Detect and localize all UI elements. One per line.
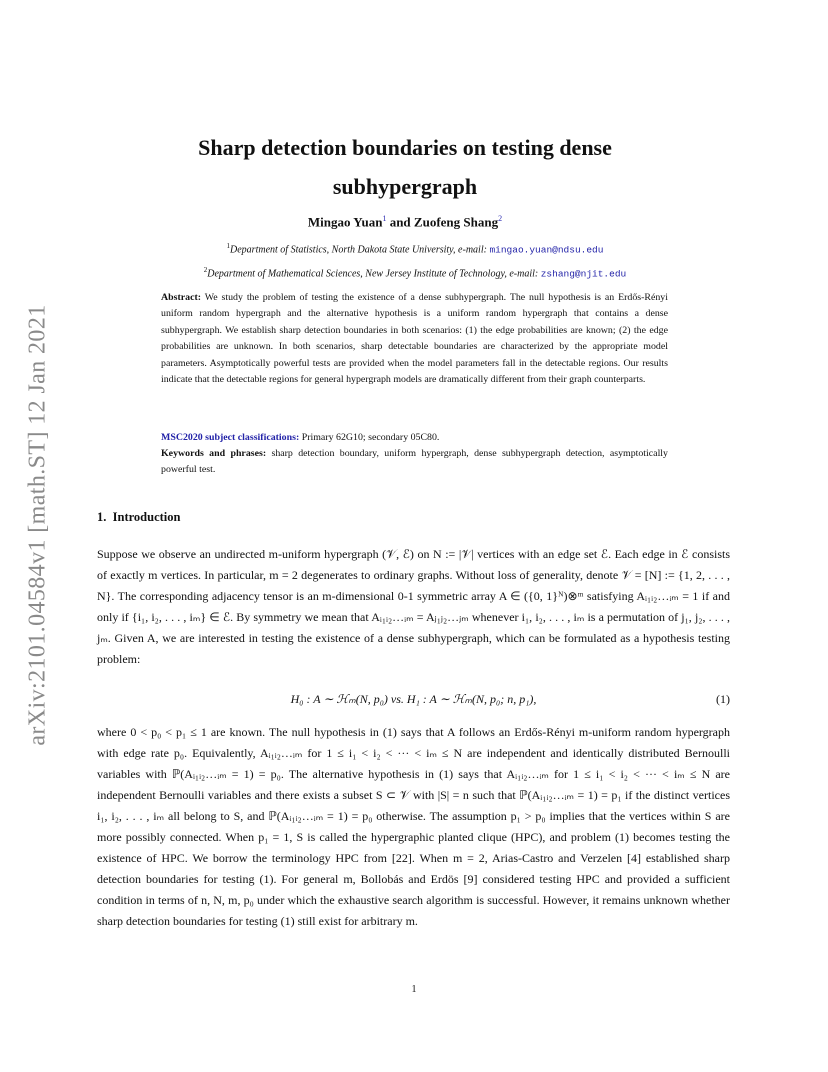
abstract-label: Abstract:	[161, 292, 202, 303]
keywords-label: Keywords and phrases:	[161, 448, 267, 459]
msc-label[interactable]: MSC2020 subject classifications:	[161, 432, 300, 443]
classification-block	[161, 430, 668, 478]
page-number: 1	[411, 984, 417, 995]
keywords-line	[161, 446, 668, 478]
affiliation-1-mark: 1	[226, 242, 231, 250]
affiliation-1-text: Department of Statistics, North Dakota State University, e-mail:	[230, 244, 490, 256]
section-heading	[97, 510, 180, 525]
affiliation-1	[90, 242, 740, 255]
arxiv-identifier	[18, 280, 58, 770]
author-1-mark[interactable]: 1	[382, 214, 387, 223]
section-number: 1.	[97, 510, 107, 524]
affiliation-2-text: Department of Mathematical Sciences, New Jersey Institute of Technology, e-mail:	[207, 268, 541, 280]
affiliation-2-mark: 2	[203, 266, 208, 274]
author-2-mark[interactable]: 2	[498, 214, 503, 223]
paragraph-1-text: Suppose we observe an undirected m-uniform hypergraph (𝒱, ℰ) on N := |𝒱| vertices with an edge set ℰ. Each edge in ℰ consists of exactly m vertices. In particular, m = 2 degenerates to ordinary graphs. Without loss of generality, denote 𝒱 = [N] := {1, 2, . . . , N}. The corresponding adjacency tensor is an m-dimensional 0-1 symmetric array A ∈ ({0, 1}ᴺ)⊗ᵐ satisfying Aᵢ₁ᵢ₂…ᵢₘ = 1 if and only if {i₁, i₂, . . . , iₘ} ∈ ℰ. By symmetry we mean that Aᵢ₁ᵢ₂…ᵢₘ = Aⱼ₁ⱼ₂…ⱼₘ whenever i₁, i₂, . . . , iₘ is a permutation of j₁, j₂, . . . , jₘ. Given A, we are interested in testing the existence of a dense subhypergraph, which can be formulated as a hypothesis testing problem:	[97, 547, 730, 666]
author-1: Mingao Yuan	[307, 214, 383, 230]
equation-1	[97, 692, 730, 714]
abstract	[161, 290, 668, 388]
intro-paragraph-1	[97, 544, 730, 670]
paragraph-2-text: where 0 < p₀ < p₁ ≤ 1 are known. The null hypothesis in (1) says that A follows an Erdős-Rényi m-uniform random hypergraph with edge rate p₀. Equivalently, Aᵢ₁ᵢ₂…ᵢₘ for 1 ≤ i₁ < i₂ < ··· < iₘ ≤ N are independent and identically distributed Bernoulli variables with ℙ(Aᵢ₁ᵢ₂…ᵢₘ = 1) = p₀. The alternative hypothesis in (1) says that Aᵢ₁ᵢ₂…ᵢₘ for 1 ≤ i₁ < i₂ < ··· < iₘ ≤ N are independent Bernoulli variables and there exists a subset S ⊂ 𝒱 with |S| = n such that ℙ(Aᵢ₁ᵢ₂…ᵢₘ = 1) = p₁ if the distinct vertices i₁, i₂, . . . , iₘ all belong to S, and ℙ(Aᵢ₁ᵢ₂…ᵢₘ = 1) = p₀ otherwise. The assumption p₁ > p₀ implies that the vertices within S are more possibly connected. When p₁ = 1, S is called the hypergraphic planted clique (HPC), and problem (1) becomes testing the existence of HPC. We borrow the terminology HPC from [22]. When m = 2, Arias-Castro and Verzelen [4] established sharp detection boundaries for testing (1). For general m, Bollobás and Erdös [9] considered testing HPC and provided a sufficient condition in terms of n, N, m, p₀ under which the exhaustive search algorithm is successful. However, it remains unknown whether sharp detection boundaries for testing (1) still exist for arbitrary m.	[97, 725, 730, 928]
affiliation-1-email[interactable]: mingao.yuan@ndsu.edu	[489, 244, 604, 256]
section-title: Introduction	[112, 510, 181, 524]
equation-formula: H₀ : A ∼ ℋₘ(N, p₀) vs. H₁ : A ∼ ℋₘ(N, p₀; n, p₁),	[290, 692, 537, 706]
msc-line	[161, 430, 668, 446]
msc-text: Primary 62G10; secondary 05C80.	[299, 432, 440, 443]
intro-paragraph-2	[97, 722, 730, 932]
affiliation-2-email[interactable]: zshang@njit.edu	[540, 268, 627, 280]
arxiv-identifier-text: arXiv:2101.04584v1 [math.ST] 12 Jan 2021	[24, 304, 51, 746]
keywords-text: sharp detection boundary, uniform hypergraph, dense subhypergraph detection, asymptotically powerful test.	[161, 448, 668, 475]
paper-title: Sharp detection boundaries on testing dense subhypergraph	[198, 135, 612, 199]
author-line	[130, 214, 680, 230]
abstract-text: We study the problem of testing the existence of a dense subhypergraph. The null hypothesis is an Erdős-Rényi uniform random hypergraph and the alternative hypothesis is a uniform random hypergraph that contains a dense subhypergraph. We establish sharp detection boundaries in both scenarios: (1) the edge probabilities are known; (2) the edge probabilities are unknown. In both scenarios, sharp detectable boundaries are characterized by the appropriate model parameters. Asymptotically powerful tests are provided when the model parameters fall in the detectable regions. Our results indicate that the detectable regions for general hypergraph models are dramatically different from their graph counterparts.	[161, 292, 668, 386]
affiliation-2	[90, 266, 740, 279]
author-2: Zuofeng Shang	[413, 214, 499, 230]
author-conjunction: and	[386, 214, 414, 230]
equation-number: (1)	[716, 692, 730, 706]
